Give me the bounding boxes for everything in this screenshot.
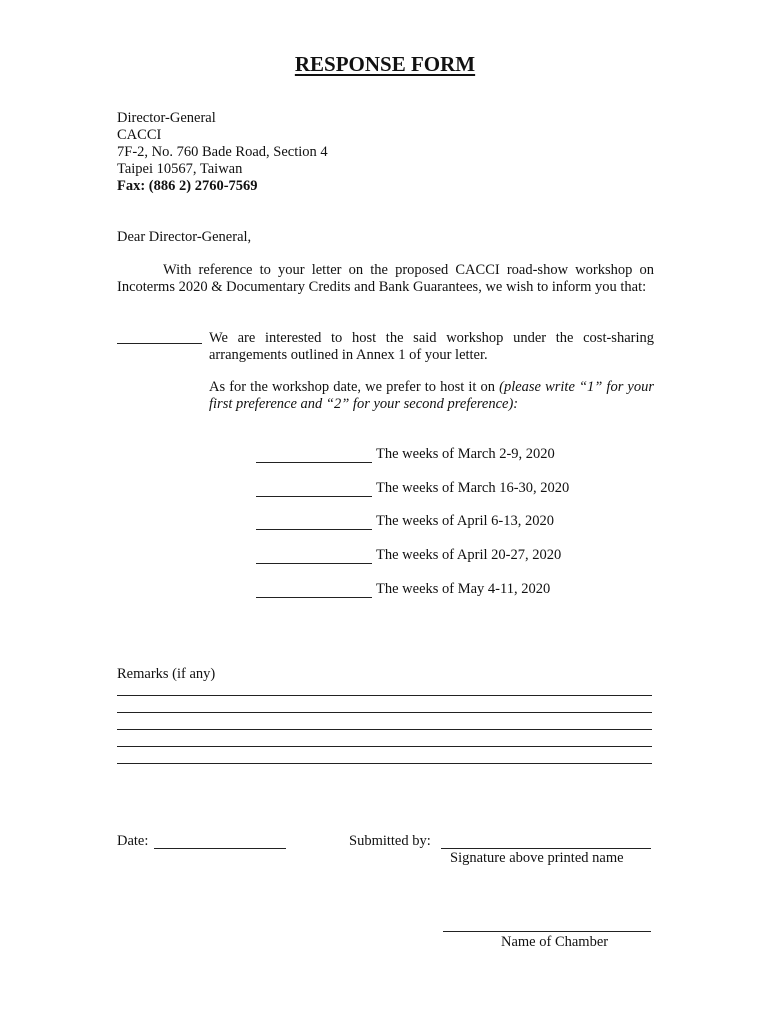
recipient-address bbox=[117, 110, 328, 195]
address-line-city: Taipei 10567, Taiwan bbox=[117, 161, 243, 177]
week-preference-blank[interactable] bbox=[256, 563, 372, 564]
salutation: Dear Director-General, bbox=[117, 229, 252, 245]
address-line-title: Director-General bbox=[117, 110, 216, 126]
signature-field[interactable] bbox=[441, 848, 651, 849]
intro-paragraph: With reference to your letter on the proposed CACCI road-show workshop on Incoterms 2020 & Documentary Credits and Bank Guarantees, we wish to inform you that: bbox=[117, 262, 654, 295]
interest-statement: We are interested to host the said workshop under the cost-sharing arrangements outlined in Annex 1 of your letter. bbox=[209, 330, 654, 363]
preference-text: As for the workshop date, we prefer to host it on bbox=[209, 379, 496, 395]
week-preference-blank[interactable] bbox=[256, 496, 372, 497]
preference-instruction bbox=[209, 379, 654, 413]
remarks-line[interactable] bbox=[117, 746, 652, 747]
date-field[interactable] bbox=[154, 848, 286, 849]
preference-note: (please write “1” for your first preference and “2” for your second preference): bbox=[209, 379, 655, 412]
remarks-line[interactable] bbox=[117, 729, 652, 730]
week-option-label: The weeks of March 2-9, 2020 bbox=[376, 446, 555, 462]
remarks-line[interactable] bbox=[117, 712, 652, 713]
week-preference-blank[interactable] bbox=[256, 462, 372, 463]
chamber-name-field[interactable] bbox=[443, 931, 651, 932]
interest-blank[interactable] bbox=[117, 343, 202, 344]
signature-caption: Signature above printed name bbox=[450, 850, 624, 866]
week-option-label: The weeks of April 6-13, 2020 bbox=[376, 513, 554, 529]
address-fax: Fax: (886 2) 2760-7569 bbox=[117, 178, 258, 194]
week-preference-blank[interactable] bbox=[256, 529, 372, 530]
address-line-org: CACCI bbox=[117, 127, 162, 143]
address-line-street: 7F-2, No. 760 Bade Road, Section 4 bbox=[117, 144, 328, 160]
chamber-caption: Name of Chamber bbox=[501, 934, 609, 950]
date-label: Date: bbox=[117, 833, 149, 849]
remarks-label: Remarks (if any) bbox=[117, 666, 216, 682]
form-title: RESPONSE FORM bbox=[294, 52, 476, 76]
week-option-label: The weeks of May 4-11, 2020 bbox=[376, 581, 551, 597]
week-option-label: The weeks of April 20-27, 2020 bbox=[376, 547, 562, 563]
remarks-line[interactable] bbox=[117, 763, 652, 764]
submitted-by-label: Submitted by: bbox=[349, 833, 431, 849]
remarks-line[interactable] bbox=[117, 695, 652, 696]
week-option-label: The weeks of March 16-30, 2020 bbox=[376, 480, 570, 496]
week-preference-blank[interactable] bbox=[256, 597, 372, 598]
